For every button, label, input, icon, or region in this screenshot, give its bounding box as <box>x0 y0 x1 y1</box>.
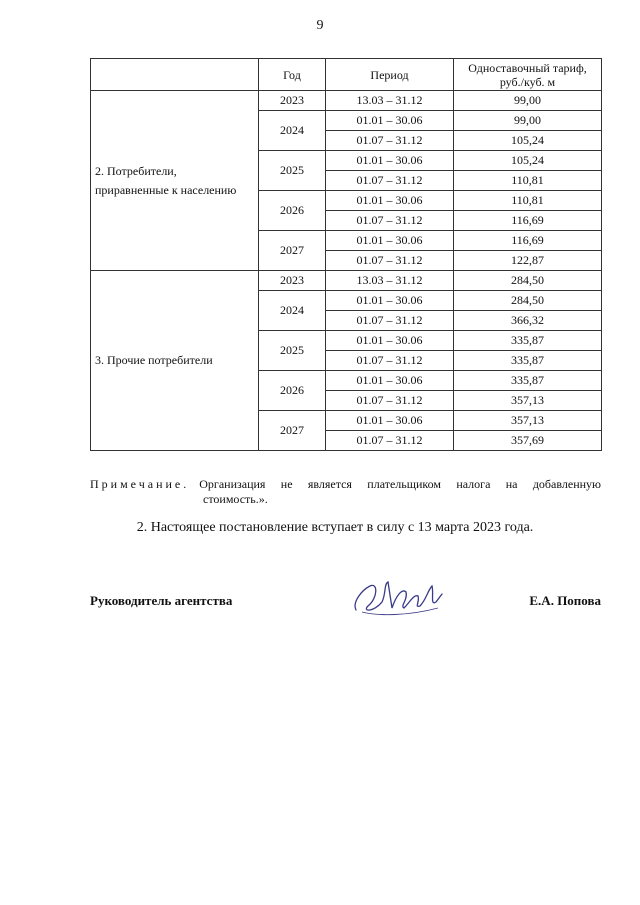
period-cell: 01.01 – 30.06 <box>326 191 454 211</box>
signature <box>348 572 448 622</box>
signer-title: Руководитель агентства <box>90 593 233 608</box>
year-cell: 2023 <box>259 91 326 111</box>
period-cell: 01.01 – 30.06 <box>326 291 454 311</box>
table-row <box>91 91 602 111</box>
period-cell: 01.07 – 31.12 <box>326 251 454 271</box>
category-cell <box>91 271 259 451</box>
tariff-value-cell: 110,81 <box>454 191 602 211</box>
note-word: на <box>505 477 518 491</box>
header-period: Период <box>326 59 454 91</box>
header-year: Год <box>259 59 326 91</box>
tariff-value-cell: 110,81 <box>454 171 602 191</box>
tariff-value-cell: 335,87 <box>454 371 602 391</box>
period-cell: 01.07 – 31.12 <box>326 211 454 231</box>
note-word: является <box>307 477 352 491</box>
year-cell: 2025 <box>259 331 326 371</box>
tariff-value-cell: 335,87 <box>454 351 602 371</box>
period-cell: 01.07 – 31.12 <box>326 131 454 151</box>
tariff-table <box>90 58 602 451</box>
tariff-value-cell: 99,00 <box>454 91 602 111</box>
period-cell: 01.01 – 30.06 <box>326 231 454 251</box>
year-cell: 2024 <box>259 291 326 331</box>
period-cell: 01.01 – 30.06 <box>326 151 454 171</box>
note-line1 <box>199 477 601 492</box>
period-cell: 13.03 – 31.12 <box>326 91 454 111</box>
header-tariff-line2: руб./куб. м <box>499 74 556 89</box>
category-line2: приравненные к населению <box>95 182 237 197</box>
note-word: плательщиком <box>367 477 441 491</box>
tariff-value-cell: 366,32 <box>454 311 602 331</box>
tariff-value-cell: 335,87 <box>454 331 602 351</box>
year-cell: 2024 <box>259 111 326 151</box>
year-cell: 2026 <box>259 191 326 231</box>
header-tariff-line1: Одноставочный тариф, <box>468 60 587 75</box>
period-cell: 01.07 – 31.12 <box>326 391 454 411</box>
header-category <box>91 59 259 91</box>
note-label: Примечание. <box>90 477 190 491</box>
signer-name: Е.А. Попова <box>529 593 601 608</box>
tariff-value-cell: 357,69 <box>454 431 602 451</box>
note-word: добавленную <box>532 477 601 491</box>
tariff-value-cell: 105,24 <box>454 131 602 151</box>
period-cell: 01.01 – 30.06 <box>326 331 454 351</box>
period-cell: 01.07 – 31.12 <box>326 431 454 451</box>
period-cell: 13.03 – 31.12 <box>326 271 454 291</box>
category-line1: 2. Потребители, <box>95 163 177 178</box>
table-body <box>91 91 602 451</box>
page-number: 9 <box>316 18 324 33</box>
tariff-value-cell: 105,24 <box>454 151 602 171</box>
category-cell <box>91 91 259 271</box>
year-cell: 2025 <box>259 151 326 191</box>
period-cell: 01.01 – 30.06 <box>326 411 454 431</box>
table-header-row <box>91 59 602 91</box>
note-line2: стоимость.». <box>203 492 268 506</box>
tariff-value-cell: 284,50 <box>454 291 602 311</box>
period-cell: 01.01 – 30.06 <box>326 371 454 391</box>
tariff-value-cell: 284,50 <box>454 271 602 291</box>
period-cell: 01.01 – 30.06 <box>326 111 454 131</box>
tariff-value-cell: 116,69 <box>454 231 602 251</box>
year-cell: 2026 <box>259 371 326 411</box>
note-word: не <box>280 477 293 491</box>
year-cell: 2027 <box>259 411 326 451</box>
table-row <box>91 271 602 291</box>
header-tariff <box>454 59 602 91</box>
period-cell: 01.07 – 31.12 <box>326 311 454 331</box>
category-line1: 3. Прочие потребители <box>95 353 213 367</box>
tariff-value-cell: 99,00 <box>454 111 602 131</box>
year-cell: 2023 <box>259 271 326 291</box>
note <box>90 477 601 507</box>
tariff-value-cell: 116,69 <box>454 211 602 231</box>
year-cell: 2027 <box>259 231 326 271</box>
period-cell: 01.07 – 31.12 <box>326 351 454 371</box>
decree-text: 2. Настоящее постановление вступает в силу с 13 марта 2023 года. <box>136 520 534 535</box>
note-word: налога <box>456 477 491 491</box>
note-word: Организация <box>199 477 266 491</box>
tariff-value-cell: 122,87 <box>454 251 602 271</box>
tariff-value-cell: 357,13 <box>454 411 602 431</box>
period-cell: 01.07 – 31.12 <box>326 171 454 191</box>
tariff-value-cell: 357,13 <box>454 391 602 411</box>
